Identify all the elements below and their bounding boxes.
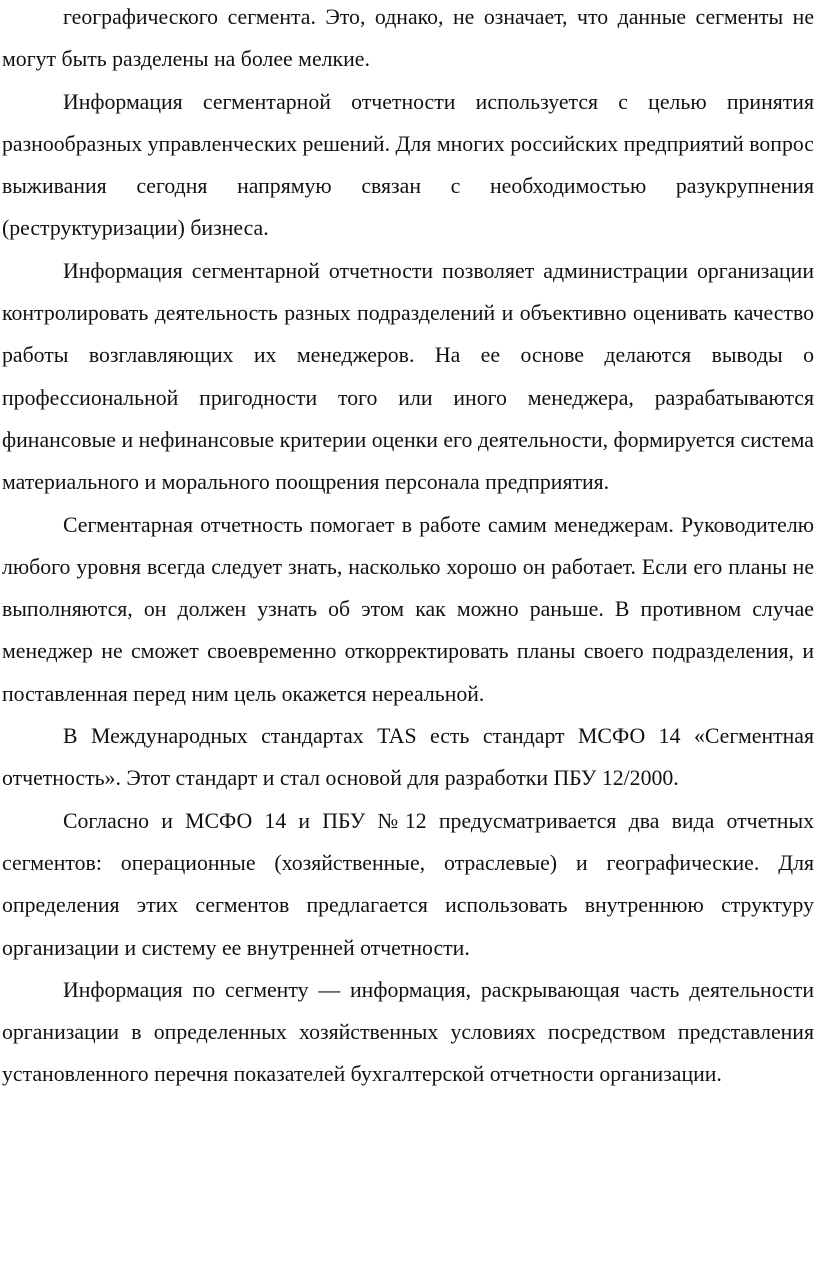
paragraph-3: Информация сегментарной отчетности позволяет администрации организации контролировать деятельность разных подразделений и объективно оценивать качество работы возглавляющих их менеджеров. На ее основе делаются выводы о профессиональной пригодности того или иного менеджера, разрабатываются финансовые и нефинансовые критерии оценки его деятельности, формируется система материального и морального поощрения персонала предприятия. [2, 258, 814, 495]
paragraph-7: Информация по сегменту — информация, раскрывающая часть деятельности организации в определенных хозяйственных условиях посредством представления установленного перечня показателей бухгалтерской отчетности организации. [2, 977, 814, 1087]
paragraph-1: географического сегмента. Это, однако, не означает, что данные сегменты не могут быть разделены на более мелкие. [2, 5, 814, 72]
paragraph-4: Сегментарная отчетность помогает в работе самим менеджерам. Руководителю любого уровня всегда следует знать, насколько хорошо он работает. Если его планы не выполняются, он должен узнать об этом как можно раньше. В противном случае менеджер не сможет своевременно откорректировать планы своего подразделения, и поставленная перед ним цель окажется нереальной. [2, 512, 814, 706]
paragraph-6: Согласно и МСФО 14 и ПБУ №12 предусматривается два вида отчетных сегментов: операционные (хозяйственные, отраслевые) и географические. Для определения этих сегментов предлагается использовать внутреннюю структуру организации и систему ее внутренней отчетности. [2, 808, 814, 960]
paragraph-2: Информация сегментарной отчетности используется с целью принятия разнообразных управленческих решений. Для многих российских предприятий вопрос выживания сегодня напрямую связан с необходимостью разукрупнения (реструктуризации) бизнеса. [2, 89, 814, 241]
paragraph-5: В Международных стандартах TAS есть стандарт МСФО 14 «Сегментная отчетность». Этот стандарт и стал основой для разработки ПБУ 12/2000. [2, 724, 814, 791]
